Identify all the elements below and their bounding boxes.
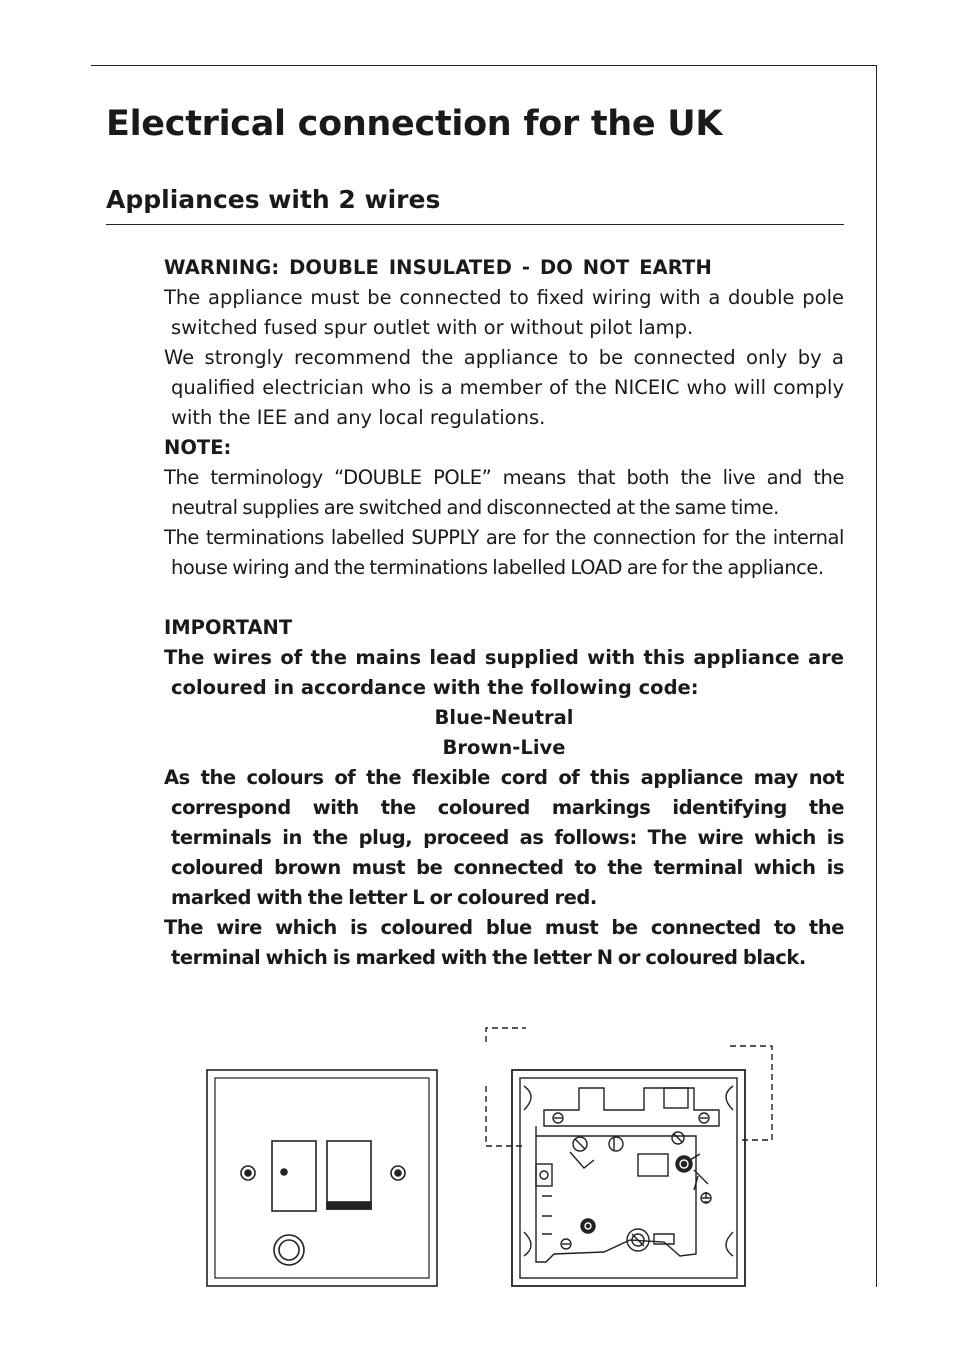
paragraph-double-pole: The terminology “DOUBLE POLE” means that both the live and the neutral supplies are switched and disconnected at the same time. xyxy=(164,466,844,519)
paragraph-wire-colours: The wires of the mains lead supplied with this appliance are coloured in accordance with the following code: xyxy=(164,646,844,699)
section-title: Appliances with 2 wires xyxy=(106,185,441,214)
paragraph-gap xyxy=(164,583,844,613)
paragraph-flexible-cord: As the colours of the flexible cord of this appliance may not correspond with the coloured markings identifying the terminals in the plug, proceed as follows: The wire which is coloured brown must be connected to the terminal which is marked with the letter L or coloured red. xyxy=(164,766,844,909)
section-divider xyxy=(106,224,844,225)
paragraph-blue-wire: The wire which is coloured blue must be connected to the terminal which is marked with the letter N or coloured black. xyxy=(164,916,844,969)
code-brown-live: Brown-Live xyxy=(442,736,566,759)
paragraph-terminations: The terminations labelled SUPPLY are for the connection for the internal house wiring and the terminations labelled LOAD are for the appliance. xyxy=(164,526,844,579)
page-title: Electrical connection for the UK xyxy=(106,104,723,144)
paragraph-recommend-electrician: We strongly recommend the appliance to be connected only by a qualified electrician who is a member of the NICEIC who will comply with the IEE and any local regulations. xyxy=(164,346,844,429)
fused-spur-switch-front-icon xyxy=(205,1068,439,1288)
fused-spur-terminals-rear-icon xyxy=(484,1026,778,1290)
important-heading: IMPORTANT xyxy=(164,616,293,639)
code-blue-neutral: Blue-Neutral xyxy=(434,706,574,729)
paragraph-fixed-wiring: The appliance must be connected to fixed wiring with a double pole switched fused spur outlet with or without pilot lamp. xyxy=(164,286,844,339)
warning-heading: WARNING: DOUBLE INSULATED - DO NOT EARTH xyxy=(164,256,712,279)
frame-right-rule xyxy=(876,65,877,1287)
frame-top-rule xyxy=(91,65,877,66)
note-heading: NOTE: xyxy=(164,436,232,459)
instructions-body xyxy=(164,253,844,973)
